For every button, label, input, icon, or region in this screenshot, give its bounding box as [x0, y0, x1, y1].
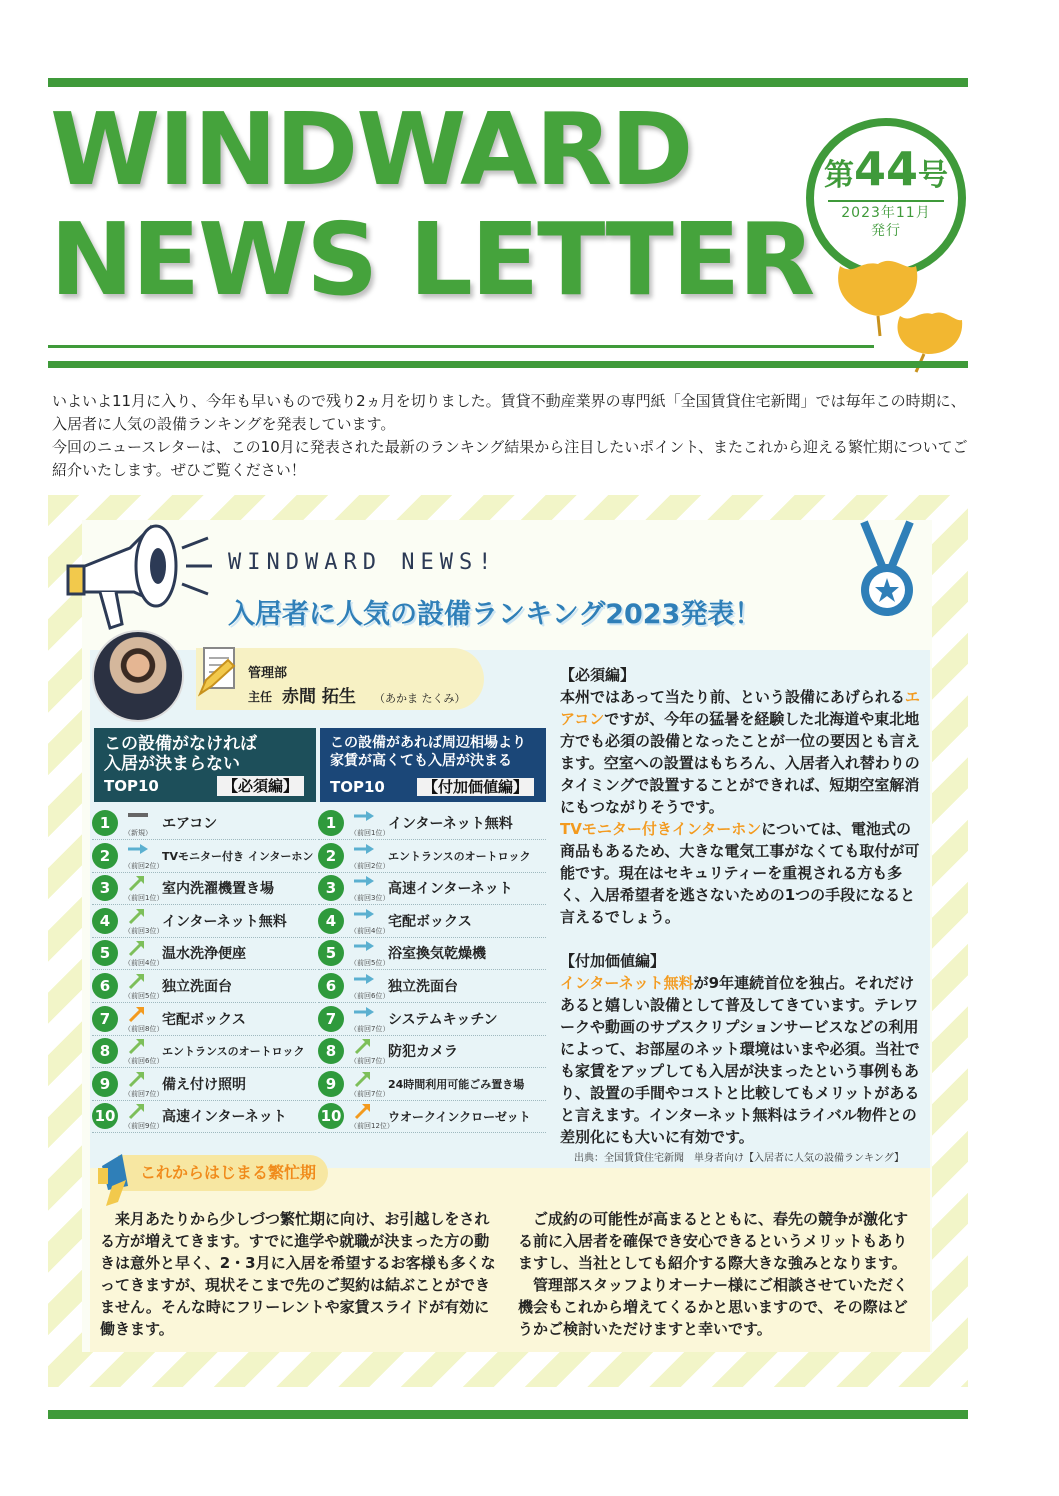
issue-suffix: 号: [918, 158, 948, 193]
header-line1: この設備があれば周辺相場より: [330, 735, 526, 751]
ranking-header-essential: [94, 728, 316, 802]
rank-item: システムキッチン: [388, 1011, 498, 1028]
previous-rank: （前回12位）: [350, 1122, 394, 1131]
rank-item: インターネット無料: [388, 816, 513, 832]
rank-number: 6: [318, 973, 344, 999]
ranking-row: [92, 1036, 316, 1066]
previous-rank: （前回4位）: [124, 959, 164, 968]
trend-new-icon: [124, 809, 158, 837]
ranking-row: [92, 873, 316, 903]
ranking-row: [318, 906, 546, 936]
bottom-rule: [48, 1410, 968, 1419]
header-line2: 入居が決まらない: [104, 754, 240, 774]
ranking-row: [318, 1101, 546, 1131]
rank-item: 浴室換気乾燥機: [388, 946, 486, 963]
previous-rank: （前回2位）: [124, 861, 164, 870]
trend-down-icon: [124, 907, 164, 935]
trend-up-icon: [124, 1005, 164, 1033]
busy-season-left-column: [100, 1208, 500, 1340]
rank-item: TVモニター付き インターホン: [162, 849, 314, 863]
commentary-text: ですが、今年の猛暑を経験した北海道や東北地方でも必須の設備となったことが一位の要因とも言えます。空室への設置はもちろん、入居者入れ替わりのタイミングで設置することができれば、短期空室解消にもつながりそうです。: [560, 710, 921, 816]
trend-same-icon: [350, 907, 390, 935]
rank-number: 9: [92, 1071, 118, 1097]
ranking-row: [318, 841, 546, 871]
rank-number: 5: [92, 940, 118, 966]
trend-down-icon: [350, 1037, 390, 1066]
rank-number: 8: [92, 1038, 118, 1064]
busy-season-title: これからはじまる繁忙期: [140, 1163, 317, 1182]
ranking-row: [318, 1004, 546, 1034]
rank-item: 温水洗浄便座: [162, 946, 246, 963]
previous-rank: （前回5位）: [124, 992, 164, 1000]
rank-number: 10: [318, 1103, 344, 1129]
commentary-text: が9年連続首位を独占。それだけあると嬉しい設備として普及してきています。テレワークや動画のサブスクリプションサービスなどの利用によって、お部屋のネット環境はいまや必須。当社でも家賃をアップしても入居が決まったという事例もあり、設置の手間やコストと比較してもメリットがあると言えます。インターネット無料はライバル物件との差別化にも大いに有効です。: [560, 974, 920, 1146]
previous-rank: （前回7位）: [350, 1057, 390, 1066]
rank-item: 室内洗濯機置き場: [162, 881, 274, 898]
rank-number: 1: [318, 810, 344, 836]
ranking-commentary: [560, 664, 920, 1148]
issue-published: 発行: [871, 223, 901, 239]
header-top10: TOP10: [104, 777, 159, 795]
rank-number: 4: [92, 908, 118, 934]
rank-number: 1: [92, 810, 118, 836]
trend-down-icon: [124, 1037, 164, 1066]
megaphone-small-icon: [96, 1146, 140, 1208]
rank-number: 5: [318, 940, 344, 966]
header-line2: 家賃が高くても入居が決まる: [330, 753, 512, 769]
rank-number: 3: [92, 875, 118, 901]
ranking-row: [318, 938, 546, 968]
rank-item: 備え付け照明: [162, 1076, 246, 1093]
busy-season-paragraph: ご成約の可能性が高まるとともに、春先の競争が激化する前に入居者を確保でき安心できるというメリットもありますし、当社としても紹介する際大きな強みとなります。: [518, 1210, 909, 1272]
busy-season-right-column: [518, 1208, 918, 1340]
trend-down-icon: [124, 972, 164, 1000]
masthead-title-line2: NEWS LETTER: [50, 201, 814, 318]
rank-item: エントランスのオートロック: [162, 1045, 305, 1059]
rank-item: ウオークインクローゼット: [388, 1109, 531, 1124]
ranking-row: [92, 971, 316, 1001]
megaphone-icon: [60, 508, 220, 638]
intro-paragraph-1: いよいよ11月に入り、今年も早いもので残り2ヵ月を切りました。賃貸不動産業界の専門紙「全国賃貸住宅新聞」では毎年この時期に、入居者に人気の設備ランキングを発表しています。: [52, 392, 966, 433]
previous-rank: （前回2位）: [350, 861, 390, 870]
previous-rank: （前回7位）: [350, 1024, 390, 1033]
trend-same-icon: [350, 809, 390, 837]
rank-number: 7: [92, 1006, 118, 1032]
trend-down-icon: [124, 874, 164, 903]
masthead-rule-1: [48, 345, 874, 348]
ranking-row: [92, 841, 316, 871]
previous-rank: （新規）: [124, 829, 152, 837]
commentary-highlight: インターネット無料: [560, 974, 694, 992]
ranking-row: [92, 1101, 316, 1131]
source-note: 出典：全国賃貸住宅新聞 単身者向け【入居者に人気の設備ランキング】: [574, 1153, 904, 1164]
rank-number: 2: [318, 843, 344, 869]
ranking-row: [318, 1036, 546, 1066]
ranking-row: [92, 1069, 316, 1099]
rank-number: 10: [92, 1103, 118, 1129]
masthead-title-line1: WINDWARD: [50, 91, 692, 208]
header-line1: この設備がなければ: [104, 734, 257, 754]
trend-same-icon: [350, 972, 390, 1000]
author-role: 主任: [248, 690, 273, 704]
issue-date: 2023年11月: [841, 205, 931, 221]
rank-number: 3: [318, 875, 344, 901]
trend-down-icon: [124, 939, 164, 968]
rank-number: 8: [318, 1038, 344, 1064]
commentary-text: については、電池式の商品もあるため、大きな電気工事がなくても取付が可能です。現在はセキュリティーを重視される方も多く、入居希望者を逃さないための1つの手段になると言えるでしょう。: [560, 820, 920, 926]
trend-down-icon: [124, 1102, 164, 1131]
previous-rank: （前回3位）: [124, 926, 164, 935]
medal-icon: [856, 518, 918, 624]
commentary-text: 本州ではあって当たり前、という設備にあげられる: [560, 688, 905, 706]
ranking-row: [92, 938, 316, 968]
trend-down-icon: [350, 1070, 390, 1098]
feature-title: 入居者に人気の設備ランキング2023発表！: [228, 599, 762, 630]
rank-item: 防犯カメラ: [388, 1044, 458, 1061]
rank-item: 独立洗面台: [162, 979, 232, 995]
rank-item: インターネット無料: [162, 913, 287, 930]
feature-label: WINDWARD NEWS!: [228, 550, 498, 575]
rank-item: エントランスのオートロック: [388, 849, 531, 863]
rank-number: 7: [318, 1006, 344, 1032]
memo-pencil-icon: [198, 646, 242, 698]
previous-rank: （前回5位）: [350, 959, 390, 968]
busy-season-paragraph: 来月あたりから少しづつ繁忙期に向け、お引越しをされる方が増えてきます。すでに進学や就職が決まった方の動きは意外と早く、2・3月に入居を希望するお客様も多くなってきますが、現状そこまで先のご契約は結ぶことができません。そんな時にフリーレントや家賃スライドが有効に働きます。: [100, 1210, 496, 1338]
commentary-highlight: エアコン: [560, 688, 920, 728]
rank-item: 宅配ボックス: [162, 1011, 246, 1028]
rank-number: 2: [92, 843, 118, 869]
ranking-row: [318, 971, 546, 1001]
trend-same-icon: [350, 874, 390, 903]
busy-season-paragraph: 管理部スタッフよりオーナー様にご相談させていただく機会もこれから増えてくるかと思いますので、その際はどうかご検討いただけますと幸いです。: [518, 1276, 909, 1338]
rank-item: 宅配ボックス: [388, 913, 472, 930]
top-rule: [48, 78, 968, 87]
rank-item: エアコン: [162, 816, 218, 832]
intro-text: [52, 390, 972, 482]
author-photo: [92, 630, 184, 722]
issue-divider: [828, 200, 944, 202]
trend-down-icon: [124, 1070, 164, 1098]
previous-rank: （前回6位）: [124, 1057, 164, 1066]
commentary-heading-essential: 【必須編】: [560, 666, 636, 684]
ranking-header-value-added: [320, 728, 546, 802]
rank-item: 独立洗面台: [388, 979, 458, 995]
previous-rank: （前回7位）: [350, 1089, 390, 1098]
ranking-row: [92, 906, 316, 936]
previous-rank: （前回3位）: [350, 894, 390, 903]
previous-rank: （前回6位）: [350, 992, 390, 1000]
trend-same-icon: [350, 1005, 390, 1033]
rank-item: 高速インターネット: [388, 881, 513, 898]
trend-same-icon: [124, 842, 164, 870]
author-name: 赤間 拓生: [282, 687, 356, 707]
rank-item: 高速インターネット: [162, 1109, 287, 1126]
previous-rank: （前回8位）: [124, 1024, 164, 1033]
masthead-rule-2: [48, 361, 968, 368]
rank-number: 6: [92, 973, 118, 999]
rank-item: 24時間利用可能ごみ置き場: [388, 1077, 525, 1091]
commentary-heading-value-added: 【付加価値編】: [560, 952, 666, 970]
ranking-row: [318, 1069, 546, 1099]
header-tag: 【付加価値編】: [417, 778, 534, 796]
header-tag: 【必須編】: [217, 776, 304, 796]
ginkgo-leaves-icon: [820, 236, 970, 376]
issue-prefix: 第: [823, 158, 854, 193]
ranking-row: [318, 808, 546, 838]
header-top10: TOP10: [330, 778, 385, 796]
previous-rank: （前回9位）: [124, 1122, 164, 1131]
trend-same-icon: [350, 842, 390, 870]
previous-rank: （前回7位）: [124, 1089, 164, 1098]
previous-rank: （前回1位）: [350, 829, 390, 837]
previous-rank: （前回4位）: [350, 926, 390, 935]
previous-rank: （前回1位）: [124, 894, 164, 903]
trend-same-icon: [350, 939, 390, 968]
author-department: 管理部: [248, 666, 288, 681]
commentary-highlight: TVモニター付きインターホン: [560, 820, 762, 838]
ranking-row: [92, 1004, 316, 1034]
author-kana: （あかま たくみ）: [374, 692, 466, 705]
rank-number: 4: [318, 908, 344, 934]
ranking-row: [318, 873, 546, 903]
intro-paragraph-2: 今回のニュースレターは、この10月に発表された最新のランキング結果から注目したいポイント、またこれから迎える繁忙期についてご紹介いたします。ぜひご覧ください！: [52, 438, 968, 479]
rank-number: 9: [318, 1071, 344, 1097]
issue-number: 44: [853, 142, 918, 196]
ranking-row: [92, 808, 316, 838]
trend-up-icon: [350, 1102, 394, 1131]
